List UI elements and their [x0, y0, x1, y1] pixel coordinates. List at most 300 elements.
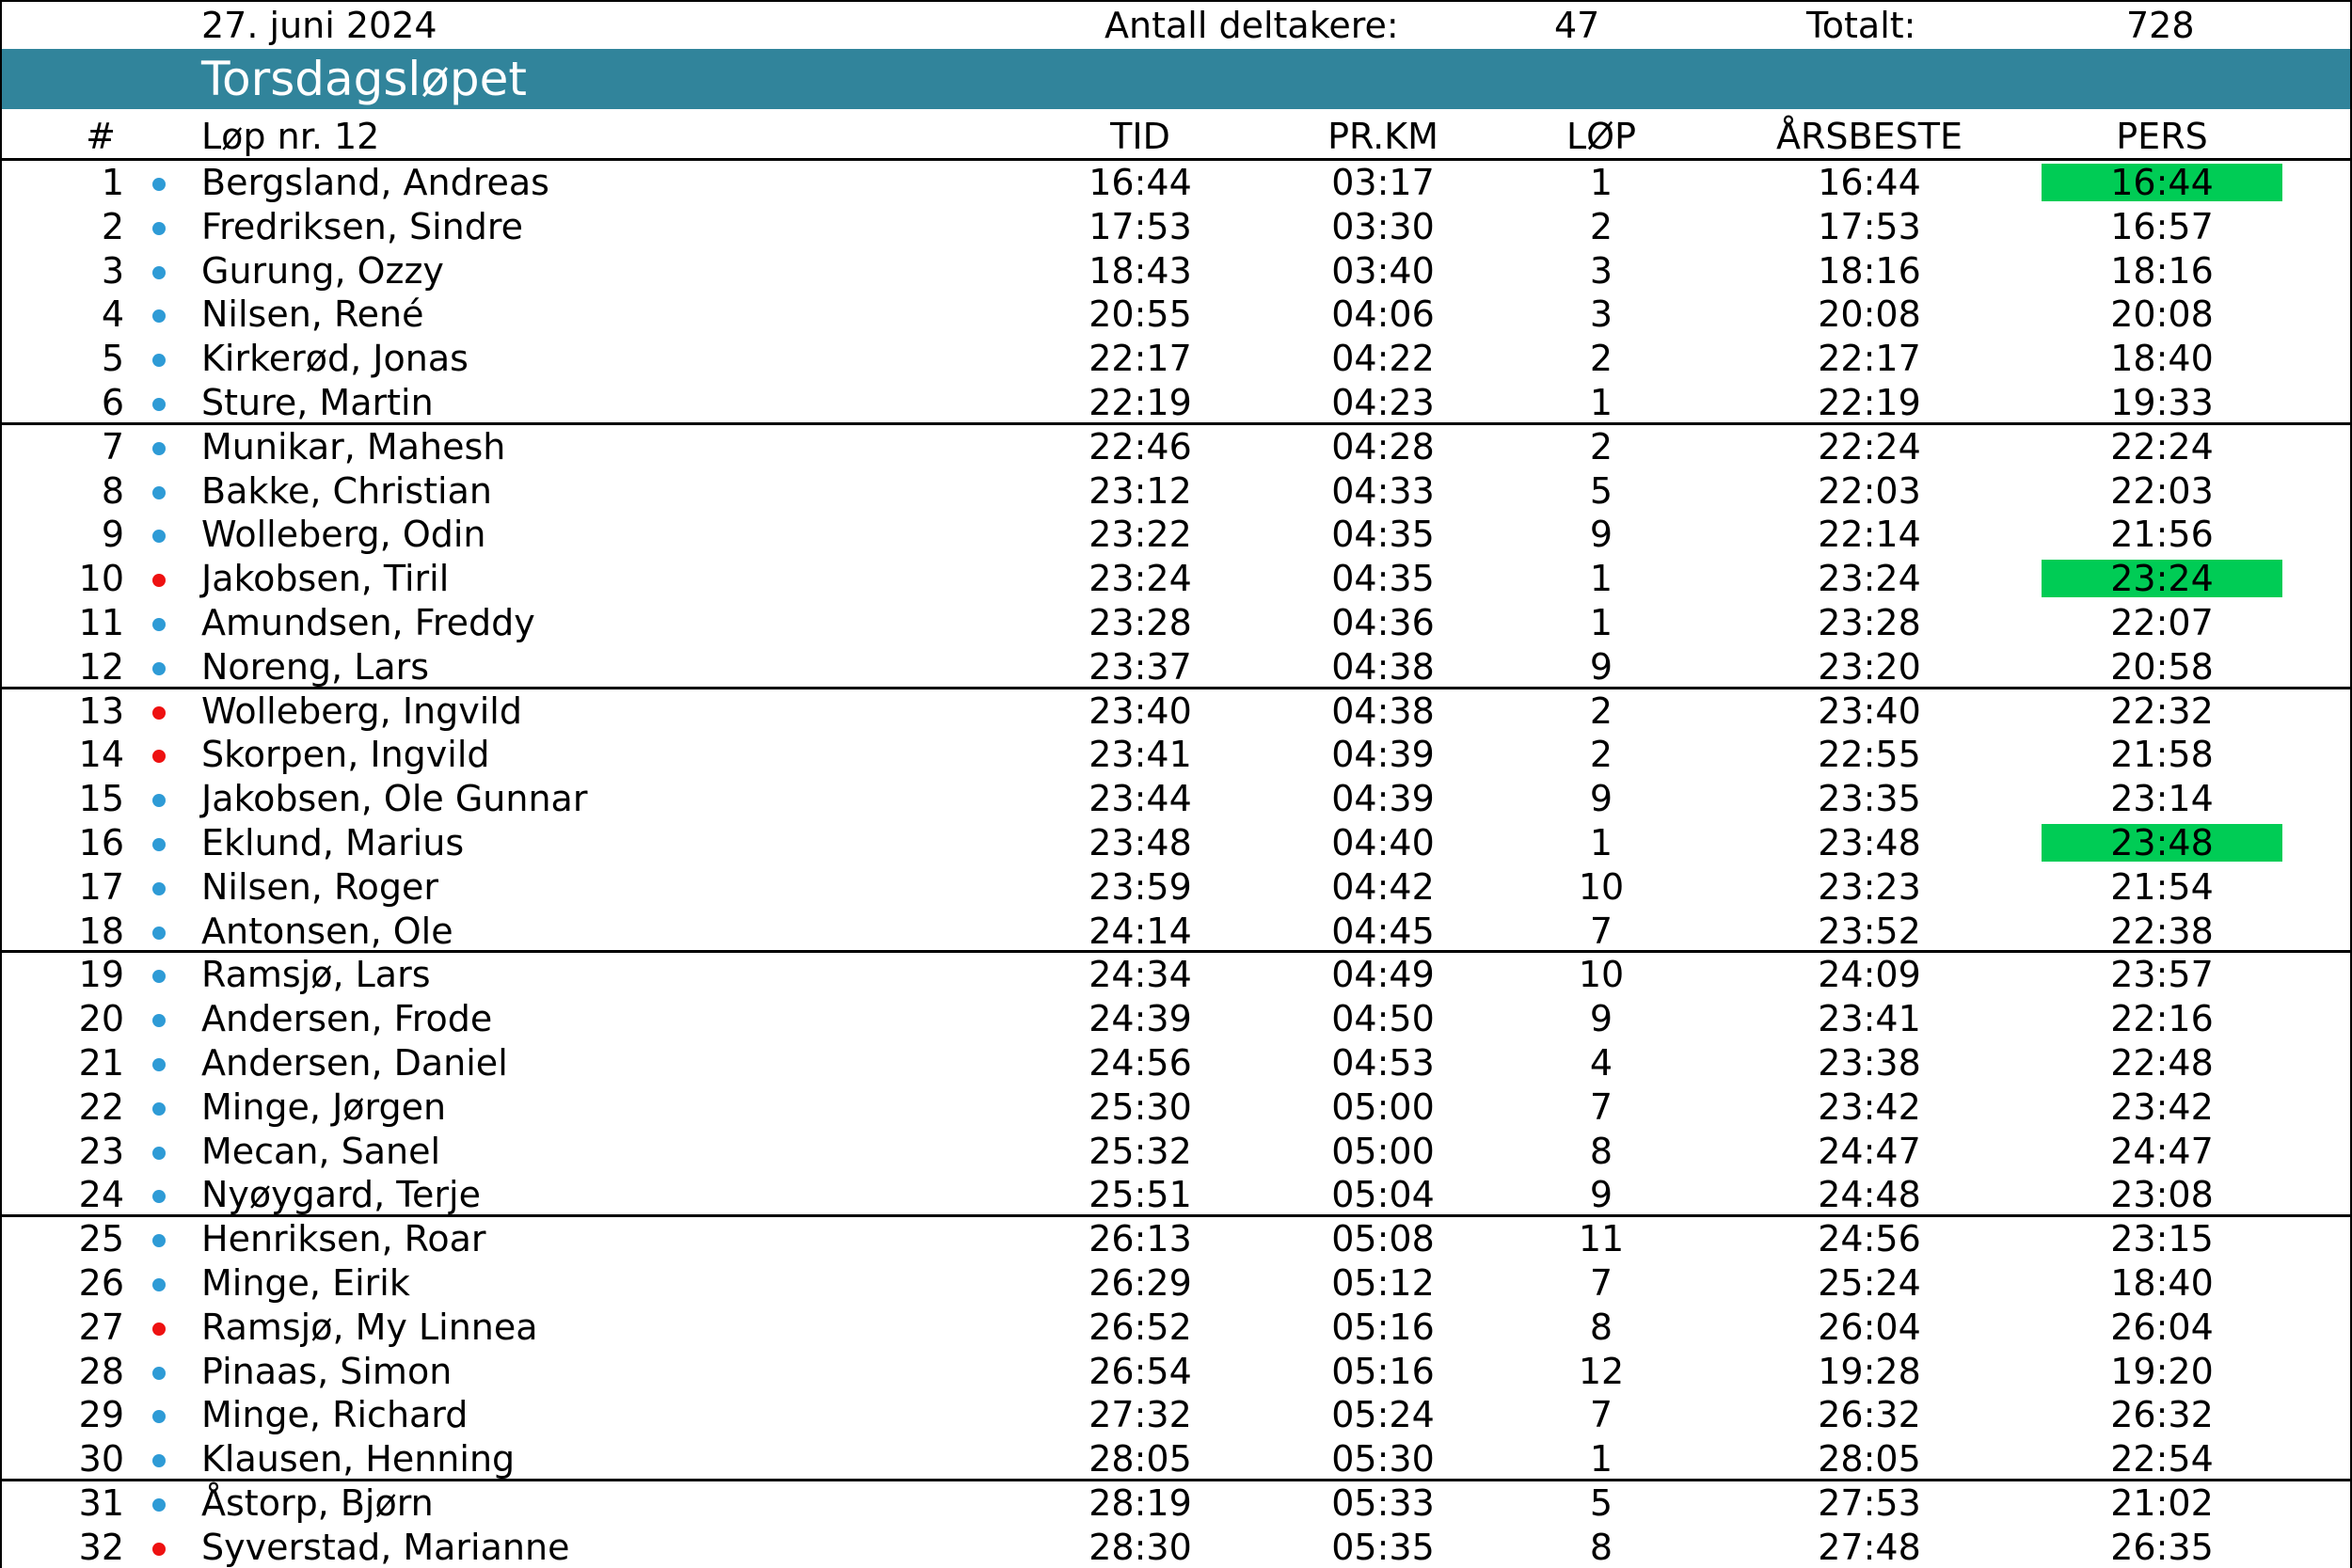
- gender-dot-icon: [152, 1367, 166, 1380]
- race-count: 1: [1589, 821, 1613, 863]
- gender-dot-icon: [152, 618, 166, 631]
- placement: 23: [78, 1130, 124, 1172]
- time: 26:54: [1089, 1350, 1192, 1392]
- pace-per-km: 04:40: [1331, 821, 1435, 863]
- time: 23:59: [1089, 865, 1192, 908]
- runner-name: Minge, Richard: [201, 1394, 469, 1436]
- gender-dot-icon: [152, 794, 166, 807]
- personal-best: 23:14: [2110, 778, 2214, 820]
- pace-per-km: 04:39: [1331, 734, 1435, 776]
- race-count: 1: [1589, 601, 1613, 643]
- season-best: 26:04: [1818, 1306, 1921, 1348]
- race-count: 2: [1589, 338, 1613, 380]
- time: 17:53: [1089, 205, 1192, 247]
- placement: 10: [78, 558, 124, 600]
- col-header-race: Løp nr. 12: [201, 116, 380, 157]
- gender-dot-icon: [152, 178, 166, 191]
- table-row: [2, 1350, 2350, 1394]
- season-best: 24:48: [1818, 1174, 1921, 1216]
- table-row: [2, 601, 2350, 645]
- gender-dot-icon: [152, 970, 166, 983]
- race-count: 2: [1589, 205, 1613, 247]
- gender-dot-icon: [152, 1190, 166, 1203]
- runner-name: Henriksen, Roar: [201, 1218, 486, 1260]
- pace-per-km: 03:30: [1331, 205, 1435, 247]
- time: 26:13: [1089, 1218, 1192, 1260]
- table-row: [2, 1393, 2350, 1437]
- col-header-num: #: [86, 116, 116, 157]
- gender-dot-icon: [152, 882, 166, 895]
- runner-name: Kirkerød, Jonas: [201, 338, 469, 380]
- time: 24:39: [1089, 998, 1192, 1040]
- table-row: [2, 337, 2350, 381]
- personal-best: 22:32: [2110, 689, 2214, 732]
- race-count: 9: [1589, 998, 1613, 1040]
- pace-per-km: 05:24: [1331, 1394, 1435, 1436]
- placement: 32: [78, 1526, 124, 1568]
- gender-dot-icon: [152, 354, 166, 367]
- time: 23:41: [1089, 734, 1192, 776]
- col-header-tid: TID: [1110, 116, 1170, 157]
- pace-per-km: 05:04: [1331, 1174, 1435, 1216]
- pace-per-km: 05:00: [1331, 1130, 1435, 1172]
- personal-best: 23:42: [2110, 1085, 2214, 1128]
- gender-dot-icon: [152, 1014, 166, 1027]
- pace-per-km: 04:42: [1331, 865, 1435, 908]
- placement: 29: [78, 1394, 124, 1436]
- runner-name: Nyøygard, Terje: [201, 1174, 481, 1216]
- pace-per-km: 04:53: [1331, 1041, 1435, 1084]
- runner-name: Syverstad, Marianne: [201, 1526, 570, 1568]
- summary-row: [2, 2, 2350, 49]
- personal-best: 22:16: [2110, 998, 2214, 1040]
- runner-name: Sture, Martin: [201, 381, 434, 423]
- gender-dot-icon: [152, 1454, 166, 1467]
- pace-per-km: 05:08: [1331, 1218, 1435, 1260]
- time: 23:44: [1089, 778, 1192, 820]
- table-row: [2, 293, 2350, 337]
- placement: 16: [78, 821, 124, 863]
- season-best: 23:38: [1818, 1041, 1921, 1084]
- race-count: 2: [1589, 734, 1613, 776]
- runner-name: Ramsjø, Lars: [201, 954, 431, 996]
- placement: 19: [78, 954, 124, 996]
- personal-best: 22:38: [2110, 910, 2214, 952]
- table-row: [2, 733, 2350, 777]
- title-banner: [2, 49, 2350, 109]
- race-count: 7: [1589, 1261, 1613, 1304]
- placement: 3: [101, 249, 124, 292]
- time: 22:17: [1089, 338, 1192, 380]
- personal-best: 26:04: [2110, 1306, 2214, 1348]
- runner-name: Skorpen, Ingvild: [201, 734, 490, 776]
- col-header-arsbeste: ÅRSBESTE: [1776, 116, 1963, 157]
- placement: 4: [101, 293, 124, 336]
- season-best: 18:16: [1818, 249, 1921, 292]
- col-header-lop: LØP: [1566, 116, 1636, 157]
- season-best: 20:08: [1818, 293, 1921, 336]
- time: 28:05: [1089, 1438, 1192, 1481]
- pace-per-km: 05:33: [1331, 1481, 1435, 1524]
- pace-per-km: 04:22: [1331, 338, 1435, 380]
- runner-name: Gurung, Ozzy: [201, 249, 444, 292]
- table-row: [2, 1085, 2350, 1130]
- season-best: 27:48: [1818, 1526, 1921, 1568]
- gender-dot-icon: [152, 838, 166, 851]
- placement: 14: [78, 734, 124, 776]
- pace-per-km: 04:06: [1331, 293, 1435, 336]
- total-count: 728: [2126, 5, 2195, 46]
- column-header-row: [2, 109, 2350, 161]
- season-best: 23:35: [1818, 778, 1921, 820]
- runner-name: Jakobsen, Ole Gunnar: [201, 778, 588, 820]
- personal-best: 21:58: [2110, 734, 2214, 776]
- race-count: 7: [1589, 910, 1613, 952]
- runner-name: Nilsen, Roger: [201, 865, 439, 908]
- runner-name: Andersen, Frode: [201, 998, 493, 1040]
- placement: 27: [78, 1306, 124, 1348]
- race-count: 12: [1578, 1350, 1625, 1392]
- table-row: [2, 469, 2350, 514]
- season-best: 17:53: [1818, 205, 1921, 247]
- race-count: 3: [1589, 249, 1613, 292]
- personal-best: 23:08: [2110, 1174, 2214, 1216]
- time: 23:28: [1089, 601, 1192, 643]
- placement: 17: [78, 865, 124, 908]
- pace-per-km: 04:23: [1331, 381, 1435, 423]
- pace-per-km: 04:36: [1331, 601, 1435, 643]
- personal-best: 23:24: [2042, 560, 2282, 597]
- table-row: [2, 953, 2350, 997]
- pace-per-km: 05:12: [1331, 1261, 1435, 1304]
- race-count: 7: [1589, 1394, 1613, 1436]
- personal-best: 26:32: [2110, 1394, 2214, 1436]
- season-best: 23:20: [1818, 645, 1921, 688]
- time: 27:32: [1089, 1394, 1192, 1436]
- table-row: [2, 1526, 2350, 1568]
- pace-per-km: 04:49: [1331, 954, 1435, 996]
- table-row: [2, 1261, 2350, 1306]
- table-row: [2, 777, 2350, 821]
- personal-best: 22:03: [2110, 469, 2214, 512]
- personal-best: 16:57: [2110, 205, 2214, 247]
- season-best: 22:03: [1818, 469, 1921, 512]
- table-row: [2, 1130, 2350, 1174]
- runner-name: Noreng, Lars: [201, 645, 430, 688]
- table-row: [2, 513, 2350, 557]
- race-count: 8: [1589, 1526, 1613, 1568]
- personal-best: 23:15: [2110, 1218, 2214, 1260]
- runner-name: Ramsjø, My Linnea: [201, 1306, 538, 1348]
- gender-dot-icon: [152, 1410, 166, 1423]
- season-best: 22:55: [1818, 734, 1921, 776]
- runner-name: Nilsen, René: [201, 293, 424, 336]
- table-row: [2, 425, 2350, 469]
- gender-dot-icon: [152, 398, 166, 411]
- runner-name: Munikar, Mahesh: [201, 425, 506, 467]
- time: 18:43: [1089, 249, 1192, 292]
- runner-name: Eklund, Marius: [201, 821, 465, 863]
- personal-best: 20:58: [2110, 645, 2214, 688]
- gender-dot-icon: [152, 1147, 166, 1160]
- race-count: 8: [1589, 1130, 1613, 1172]
- gender-dot-icon: [152, 1278, 166, 1291]
- personal-best: 22:24: [2110, 425, 2214, 467]
- placement: 24: [78, 1174, 124, 1216]
- season-best: 24:47: [1818, 1130, 1921, 1172]
- gender-dot-icon: [152, 442, 166, 455]
- gender-dot-icon: [152, 750, 166, 763]
- time: 23:48: [1089, 821, 1192, 863]
- table-row: [2, 1173, 2350, 1217]
- season-best: 23:52: [1818, 910, 1921, 952]
- pace-per-km: 04:35: [1331, 514, 1435, 556]
- placement: 21: [78, 1041, 124, 1084]
- season-best: 23:23: [1818, 865, 1921, 908]
- runner-name: Wolleberg, Ingvild: [201, 689, 522, 732]
- runner-name: Minge, Jørgen: [201, 1085, 447, 1128]
- total-label: Totalt:: [1806, 5, 1916, 46]
- gender-dot-icon: [152, 1234, 166, 1247]
- personal-best: 21:02: [2110, 1481, 2214, 1524]
- table-row: [2, 997, 2350, 1041]
- season-best: 27:53: [1818, 1481, 1921, 1524]
- season-best: 24:09: [1818, 954, 1921, 996]
- season-best: 22:17: [1818, 338, 1921, 380]
- race-date: 27. juni 2024: [201, 5, 437, 46]
- table-row: [2, 910, 2350, 954]
- race-count: 4: [1589, 1041, 1613, 1084]
- placement: 18: [78, 910, 124, 952]
- gender-dot-icon: [152, 486, 166, 499]
- time: 23:37: [1089, 645, 1192, 688]
- table-row: [2, 161, 2350, 205]
- race-count: 9: [1589, 1174, 1613, 1216]
- table-row: [2, 249, 2350, 293]
- race-count: 10: [1578, 954, 1625, 996]
- placement: 15: [78, 778, 124, 820]
- personal-best: 20:08: [2110, 293, 2214, 336]
- season-best: 25:24: [1818, 1261, 1921, 1304]
- personal-best: 18:40: [2110, 338, 2214, 380]
- time: 25:51: [1089, 1174, 1192, 1216]
- gender-dot-icon: [152, 1543, 166, 1556]
- season-best: 26:32: [1818, 1394, 1921, 1436]
- placement: 7: [101, 425, 124, 467]
- time: 24:14: [1089, 910, 1192, 952]
- race-count: 7: [1589, 1085, 1613, 1128]
- season-best: 23:40: [1818, 689, 1921, 732]
- table-row: [2, 865, 2350, 910]
- time: 23:22: [1089, 514, 1192, 556]
- table-row: [2, 1481, 2350, 1526]
- season-best: 23:42: [1818, 1085, 1921, 1128]
- participants-count: 47: [1554, 5, 1600, 46]
- race-count: 11: [1578, 1218, 1625, 1260]
- race-count: 1: [1589, 381, 1613, 423]
- time: 16:44: [1089, 162, 1192, 203]
- placement: 20: [78, 998, 124, 1040]
- gender-dot-icon: [152, 574, 166, 587]
- placement: 5: [101, 338, 124, 380]
- placement: 25: [78, 1218, 124, 1260]
- runner-name: Klausen, Henning: [201, 1438, 516, 1481]
- season-best: 23:28: [1818, 601, 1921, 643]
- results-table: [2, 161, 2350, 1568]
- race-count: 9: [1589, 514, 1613, 556]
- personal-best: 19:20: [2110, 1350, 2214, 1392]
- pace-per-km: 03:40: [1331, 249, 1435, 292]
- placement: 26: [78, 1261, 124, 1304]
- race-count: 1: [1589, 162, 1613, 203]
- runner-name: Bakke, Christian: [201, 469, 492, 512]
- race-count: 8: [1589, 1306, 1613, 1348]
- personal-best: 21:54: [2110, 865, 2214, 908]
- pace-per-km: 05:30: [1331, 1438, 1435, 1481]
- time: 25:32: [1089, 1130, 1192, 1172]
- col-header-pers: PERS: [2116, 116, 2208, 157]
- runner-name: Pinaas, Simon: [201, 1350, 453, 1392]
- gender-dot-icon: [152, 530, 166, 543]
- page-title: Torsdagsløpet: [201, 52, 527, 106]
- pace-per-km: 04:35: [1331, 558, 1435, 600]
- personal-best: 18:16: [2110, 249, 2214, 292]
- race-count: 5: [1589, 1481, 1613, 1524]
- season-best: 22:24: [1818, 425, 1921, 467]
- placement: 1: [101, 162, 124, 203]
- gender-dot-icon: [152, 662, 166, 675]
- time: 26:29: [1089, 1261, 1192, 1304]
- season-best: 23:24: [1818, 558, 1921, 600]
- placement: 13: [78, 689, 124, 732]
- table-row: [2, 557, 2350, 601]
- table-row: [2, 1041, 2350, 1085]
- race-count: 9: [1589, 645, 1613, 688]
- placement: 9: [101, 514, 124, 556]
- time: 25:30: [1089, 1085, 1192, 1128]
- placement: 8: [101, 469, 124, 512]
- runner-name: Minge, Eirik: [201, 1261, 410, 1304]
- table-row: [2, 1437, 2350, 1481]
- table-row: [2, 381, 2350, 425]
- placement: 12: [78, 645, 124, 688]
- runner-name: Bergsland, Andreas: [201, 162, 549, 203]
- runner-name: Antonsen, Ole: [201, 910, 453, 952]
- participants-label: Antall deltakere:: [1104, 5, 1399, 46]
- gender-dot-icon: [152, 1058, 166, 1071]
- season-best: 22:14: [1818, 514, 1921, 556]
- runner-name: Amundsen, Freddy: [201, 601, 535, 643]
- personal-best: 19:33: [2110, 381, 2214, 423]
- pace-per-km: 05:16: [1331, 1350, 1435, 1392]
- runner-name: Åstorp, Bjørn: [201, 1481, 434, 1524]
- placement: 11: [78, 601, 124, 643]
- race-count: 5: [1589, 469, 1613, 512]
- personal-best: 18:40: [2110, 1261, 2214, 1304]
- gender-dot-icon: [152, 1102, 166, 1116]
- time: 28:19: [1089, 1481, 1192, 1524]
- season-best: 19:28: [1818, 1350, 1921, 1392]
- season-best: 16:44: [1818, 162, 1921, 203]
- gender-dot-icon: [152, 706, 166, 720]
- pace-per-km: 04:38: [1331, 689, 1435, 732]
- gender-dot-icon: [152, 222, 166, 235]
- pace-per-km: 04:28: [1331, 425, 1435, 467]
- gender-dot-icon: [152, 1498, 166, 1512]
- personal-best: 16:44: [2042, 164, 2282, 201]
- race-count: 3: [1589, 293, 1613, 336]
- gender-dot-icon: [152, 927, 166, 940]
- season-best: 28:05: [1818, 1438, 1921, 1481]
- season-best: 24:56: [1818, 1218, 1921, 1260]
- personal-best: 26:35: [2110, 1526, 2214, 1568]
- season-best: 22:19: [1818, 381, 1921, 423]
- time: 23:12: [1089, 469, 1192, 512]
- runner-name: Jakobsen, Tiril: [201, 558, 450, 600]
- placement: 2: [101, 205, 124, 247]
- pace-per-km: 04:50: [1331, 998, 1435, 1040]
- gender-dot-icon: [152, 1323, 166, 1336]
- time: 23:24: [1089, 558, 1192, 600]
- season-best: 23:48: [1818, 821, 1921, 863]
- race-count: 9: [1589, 778, 1613, 820]
- time: 23:40: [1089, 689, 1192, 732]
- time: 24:56: [1089, 1041, 1192, 1084]
- placement: 30: [78, 1438, 124, 1481]
- time: 28:30: [1089, 1526, 1192, 1568]
- table-row: [2, 645, 2350, 689]
- runner-name: Mecan, Sanel: [201, 1130, 441, 1172]
- placement: 6: [101, 381, 124, 423]
- table-row: [2, 689, 2350, 734]
- gender-dot-icon: [152, 309, 166, 323]
- time: 26:52: [1089, 1306, 1192, 1348]
- runner-name: Wolleberg, Odin: [201, 514, 486, 556]
- time: 22:19: [1089, 381, 1192, 423]
- placement: 22: [78, 1085, 124, 1128]
- table-row: [2, 1217, 2350, 1261]
- runner-name: Andersen, Daniel: [201, 1041, 508, 1084]
- race-count: 10: [1578, 865, 1625, 908]
- table-row: [2, 821, 2350, 865]
- pace-per-km: 04:45: [1331, 910, 1435, 952]
- season-best: 23:41: [1818, 998, 1921, 1040]
- table-row: [2, 205, 2350, 249]
- placement: 31: [78, 1481, 124, 1524]
- race-count: 1: [1589, 558, 1613, 600]
- pace-per-km: 05:00: [1331, 1085, 1435, 1128]
- race-count: 2: [1589, 689, 1613, 732]
- pace-per-km: 05:16: [1331, 1306, 1435, 1348]
- pace-per-km: 05:35: [1331, 1526, 1435, 1568]
- table-row: [2, 1306, 2350, 1350]
- placement: 28: [78, 1350, 124, 1392]
- pace-per-km: 03:17: [1331, 162, 1435, 203]
- personal-best: 24:47: [2110, 1130, 2214, 1172]
- runner-name: Fredriksen, Sindre: [201, 205, 524, 247]
- pace-per-km: 04:33: [1331, 469, 1435, 512]
- time: 24:34: [1089, 954, 1192, 996]
- time: 22:46: [1089, 425, 1192, 467]
- col-header-prkm: PR.KM: [1327, 116, 1438, 157]
- personal-best: 22:54: [2110, 1438, 2214, 1481]
- personal-best: 23:48: [2042, 824, 2282, 862]
- personal-best: 23:57: [2110, 954, 2214, 996]
- gender-dot-icon: [152, 266, 166, 279]
- race-count: 2: [1589, 425, 1613, 467]
- pace-per-km: 04:39: [1331, 778, 1435, 820]
- personal-best: 22:07: [2110, 601, 2214, 643]
